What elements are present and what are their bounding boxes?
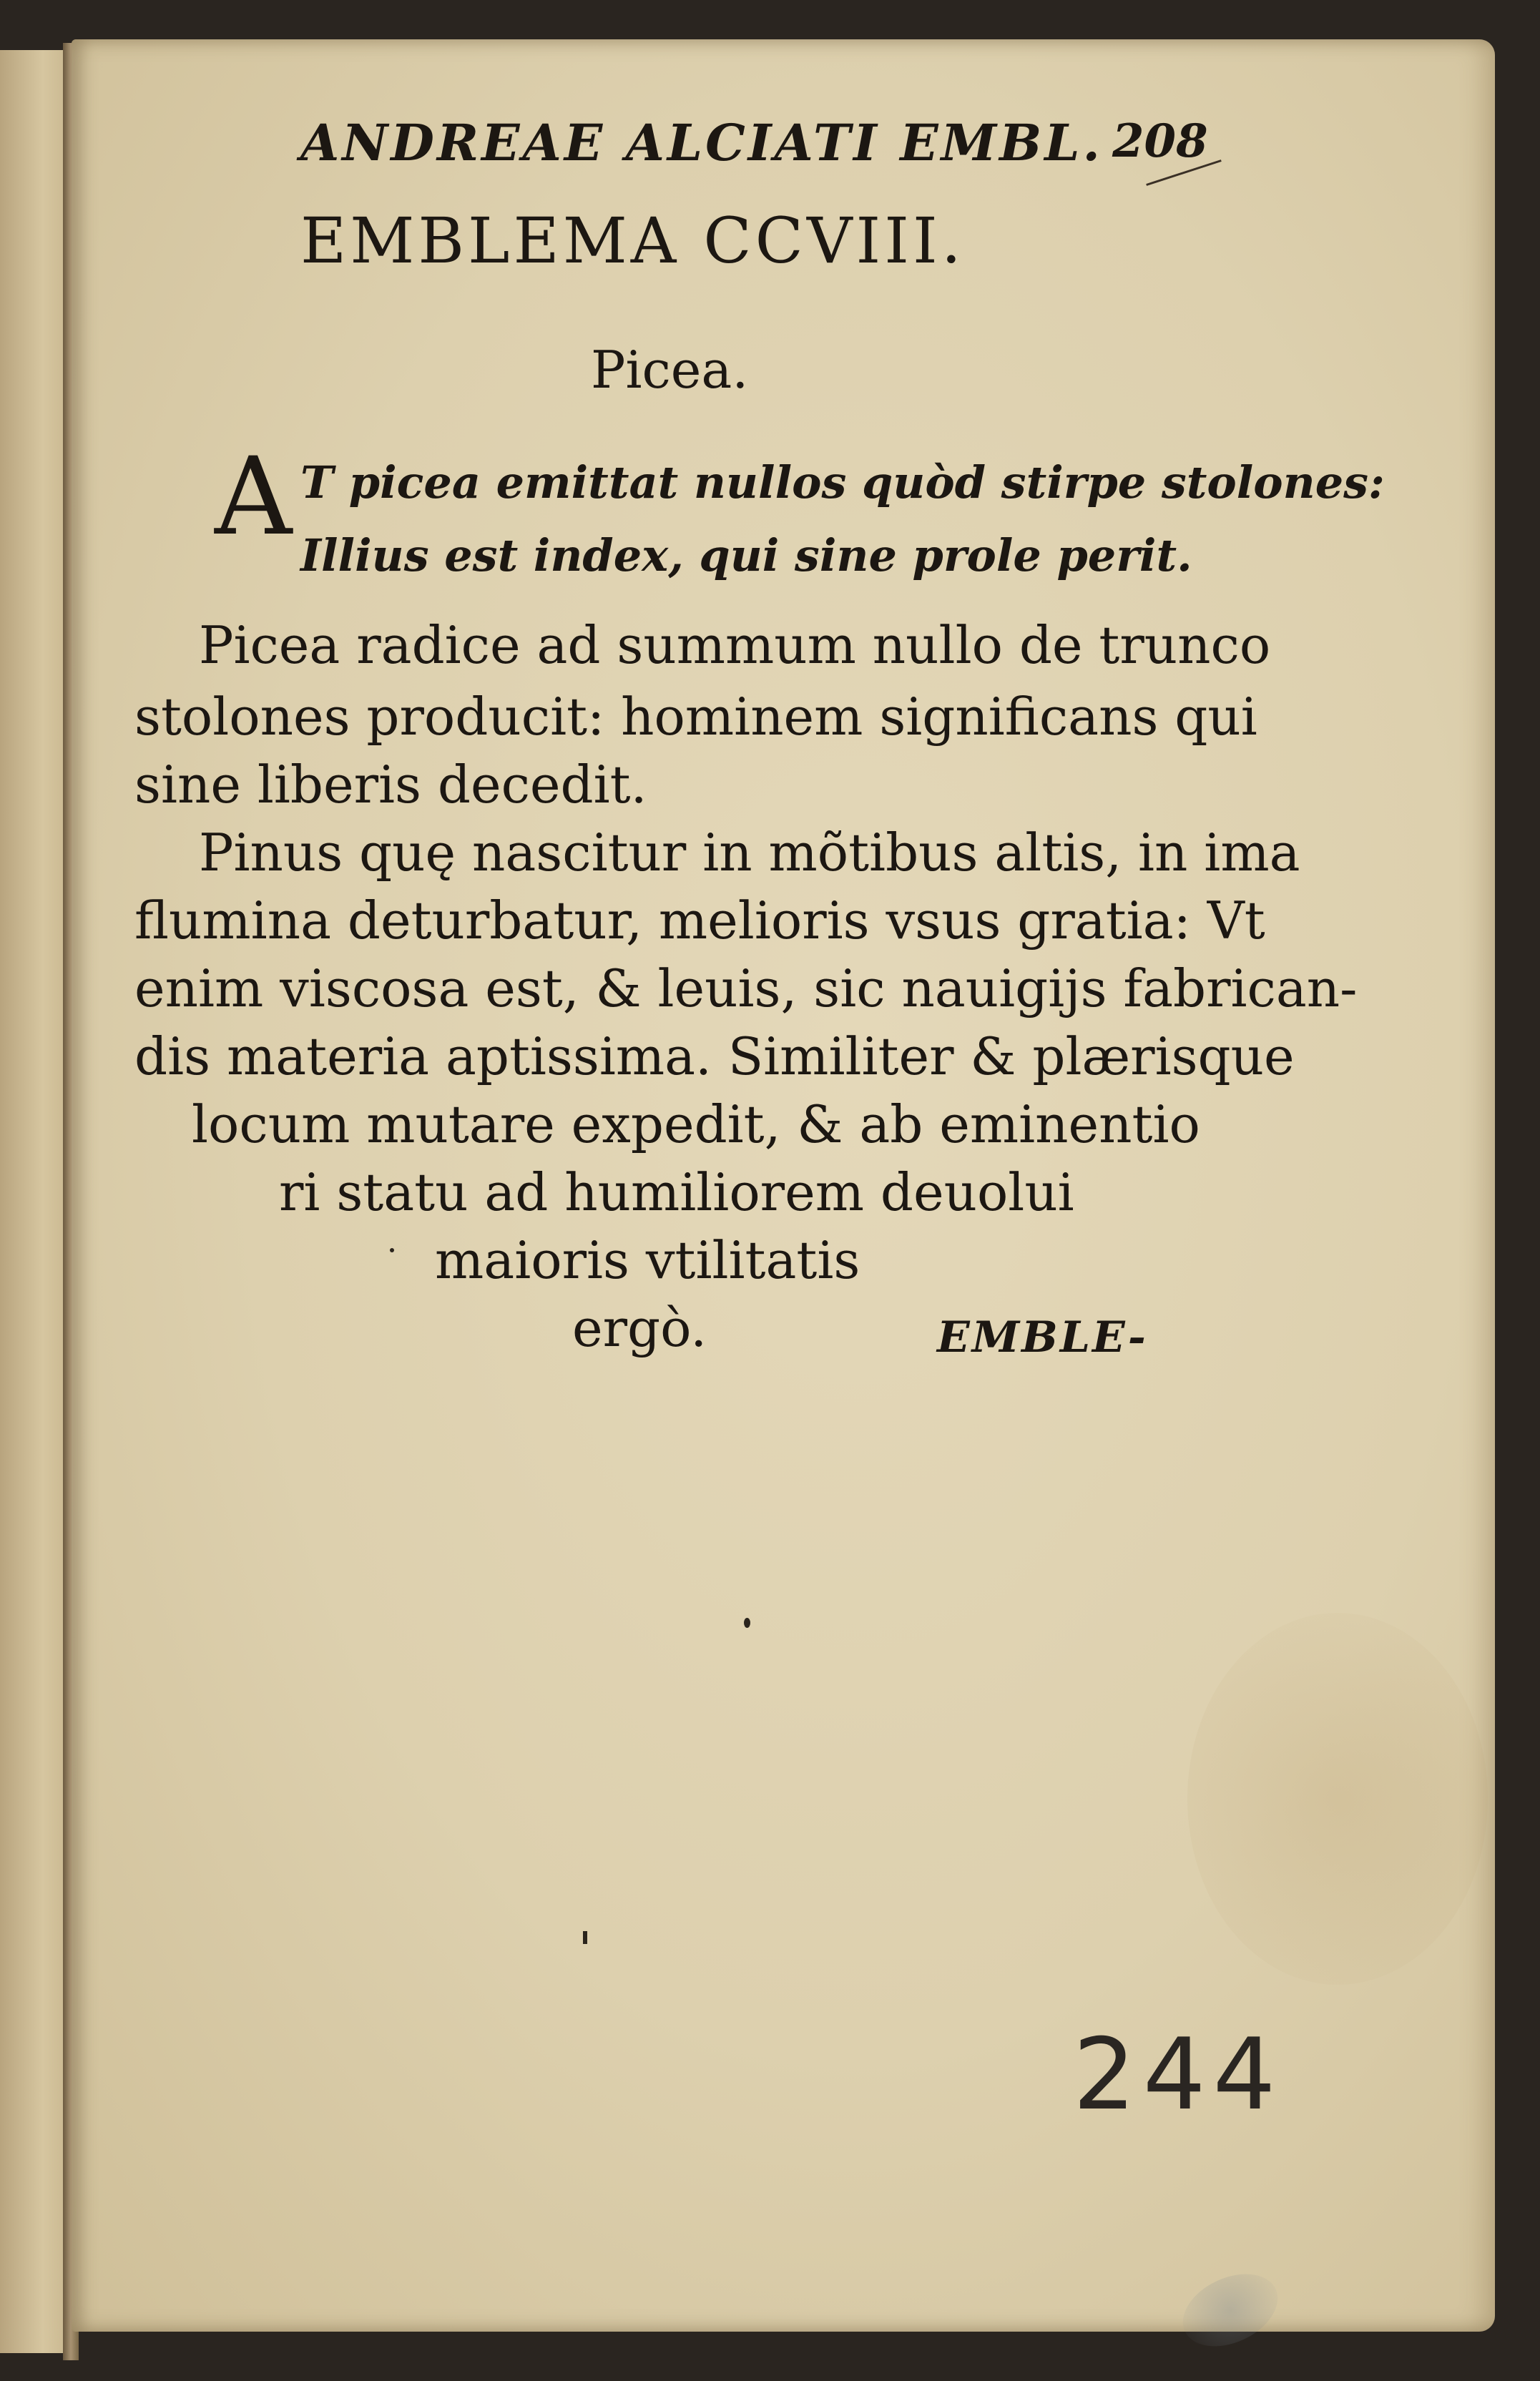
ink-speck	[390, 1248, 394, 1252]
emblem-title: EMBLEMA CCVIII.	[300, 204, 965, 278]
commentary-line: enim viscosa est, & leuis, sic nauigijs fabrican-	[134, 958, 1358, 1018]
facing-page-edge	[0, 50, 72, 2353]
commentary-line: locum mutare expedit, & ab eminentio	[192, 1094, 1200, 1154]
commentary-line: stolones producit: hominem significans qui	[134, 687, 1257, 747]
commentary-line: ri statu ad humiliorem deuolui	[279, 1162, 1074, 1222]
commentary-line: Picea radice ad summum nullo de trunco	[199, 615, 1271, 675]
commentary-line: dis materia aptissima. Similiter & plærisque	[134, 1026, 1295, 1086]
catchword: EMBLE-	[937, 1312, 1148, 1363]
commentary-line: flumina deturbatur, melioris vsus gratia: Vt	[134, 890, 1265, 951]
handwritten-shelfmark: 244	[1073, 2017, 1283, 2132]
commentary-line: sine liberis decedit.	[134, 755, 647, 815]
commentary-line: maioris vtilitatis	[435, 1230, 860, 1290]
page-number: 208	[1112, 114, 1208, 168]
commentary-line: Pinus quę nascitur in mõtibus altis, in ima	[199, 823, 1300, 883]
commentary-line: ergò.	[572, 1298, 707, 1358]
running-head: ANDREAE ALCIATI EMBL.	[300, 113, 1103, 172]
epigram-line-2: Illius est index, qui sine prole perit.	[300, 529, 1192, 581]
ink-speck	[583, 1931, 587, 1944]
emblem-subject: Picea.	[591, 340, 749, 400]
paper-stain	[1187, 1613, 1488, 1985]
ink-speck	[744, 1618, 750, 1628]
drop-initial: A	[215, 435, 293, 559]
epigram-line-1: T picea emittat nullos quòd stirpe stolones:	[300, 456, 1385, 509]
ink-smudge	[1172, 2260, 1290, 2361]
